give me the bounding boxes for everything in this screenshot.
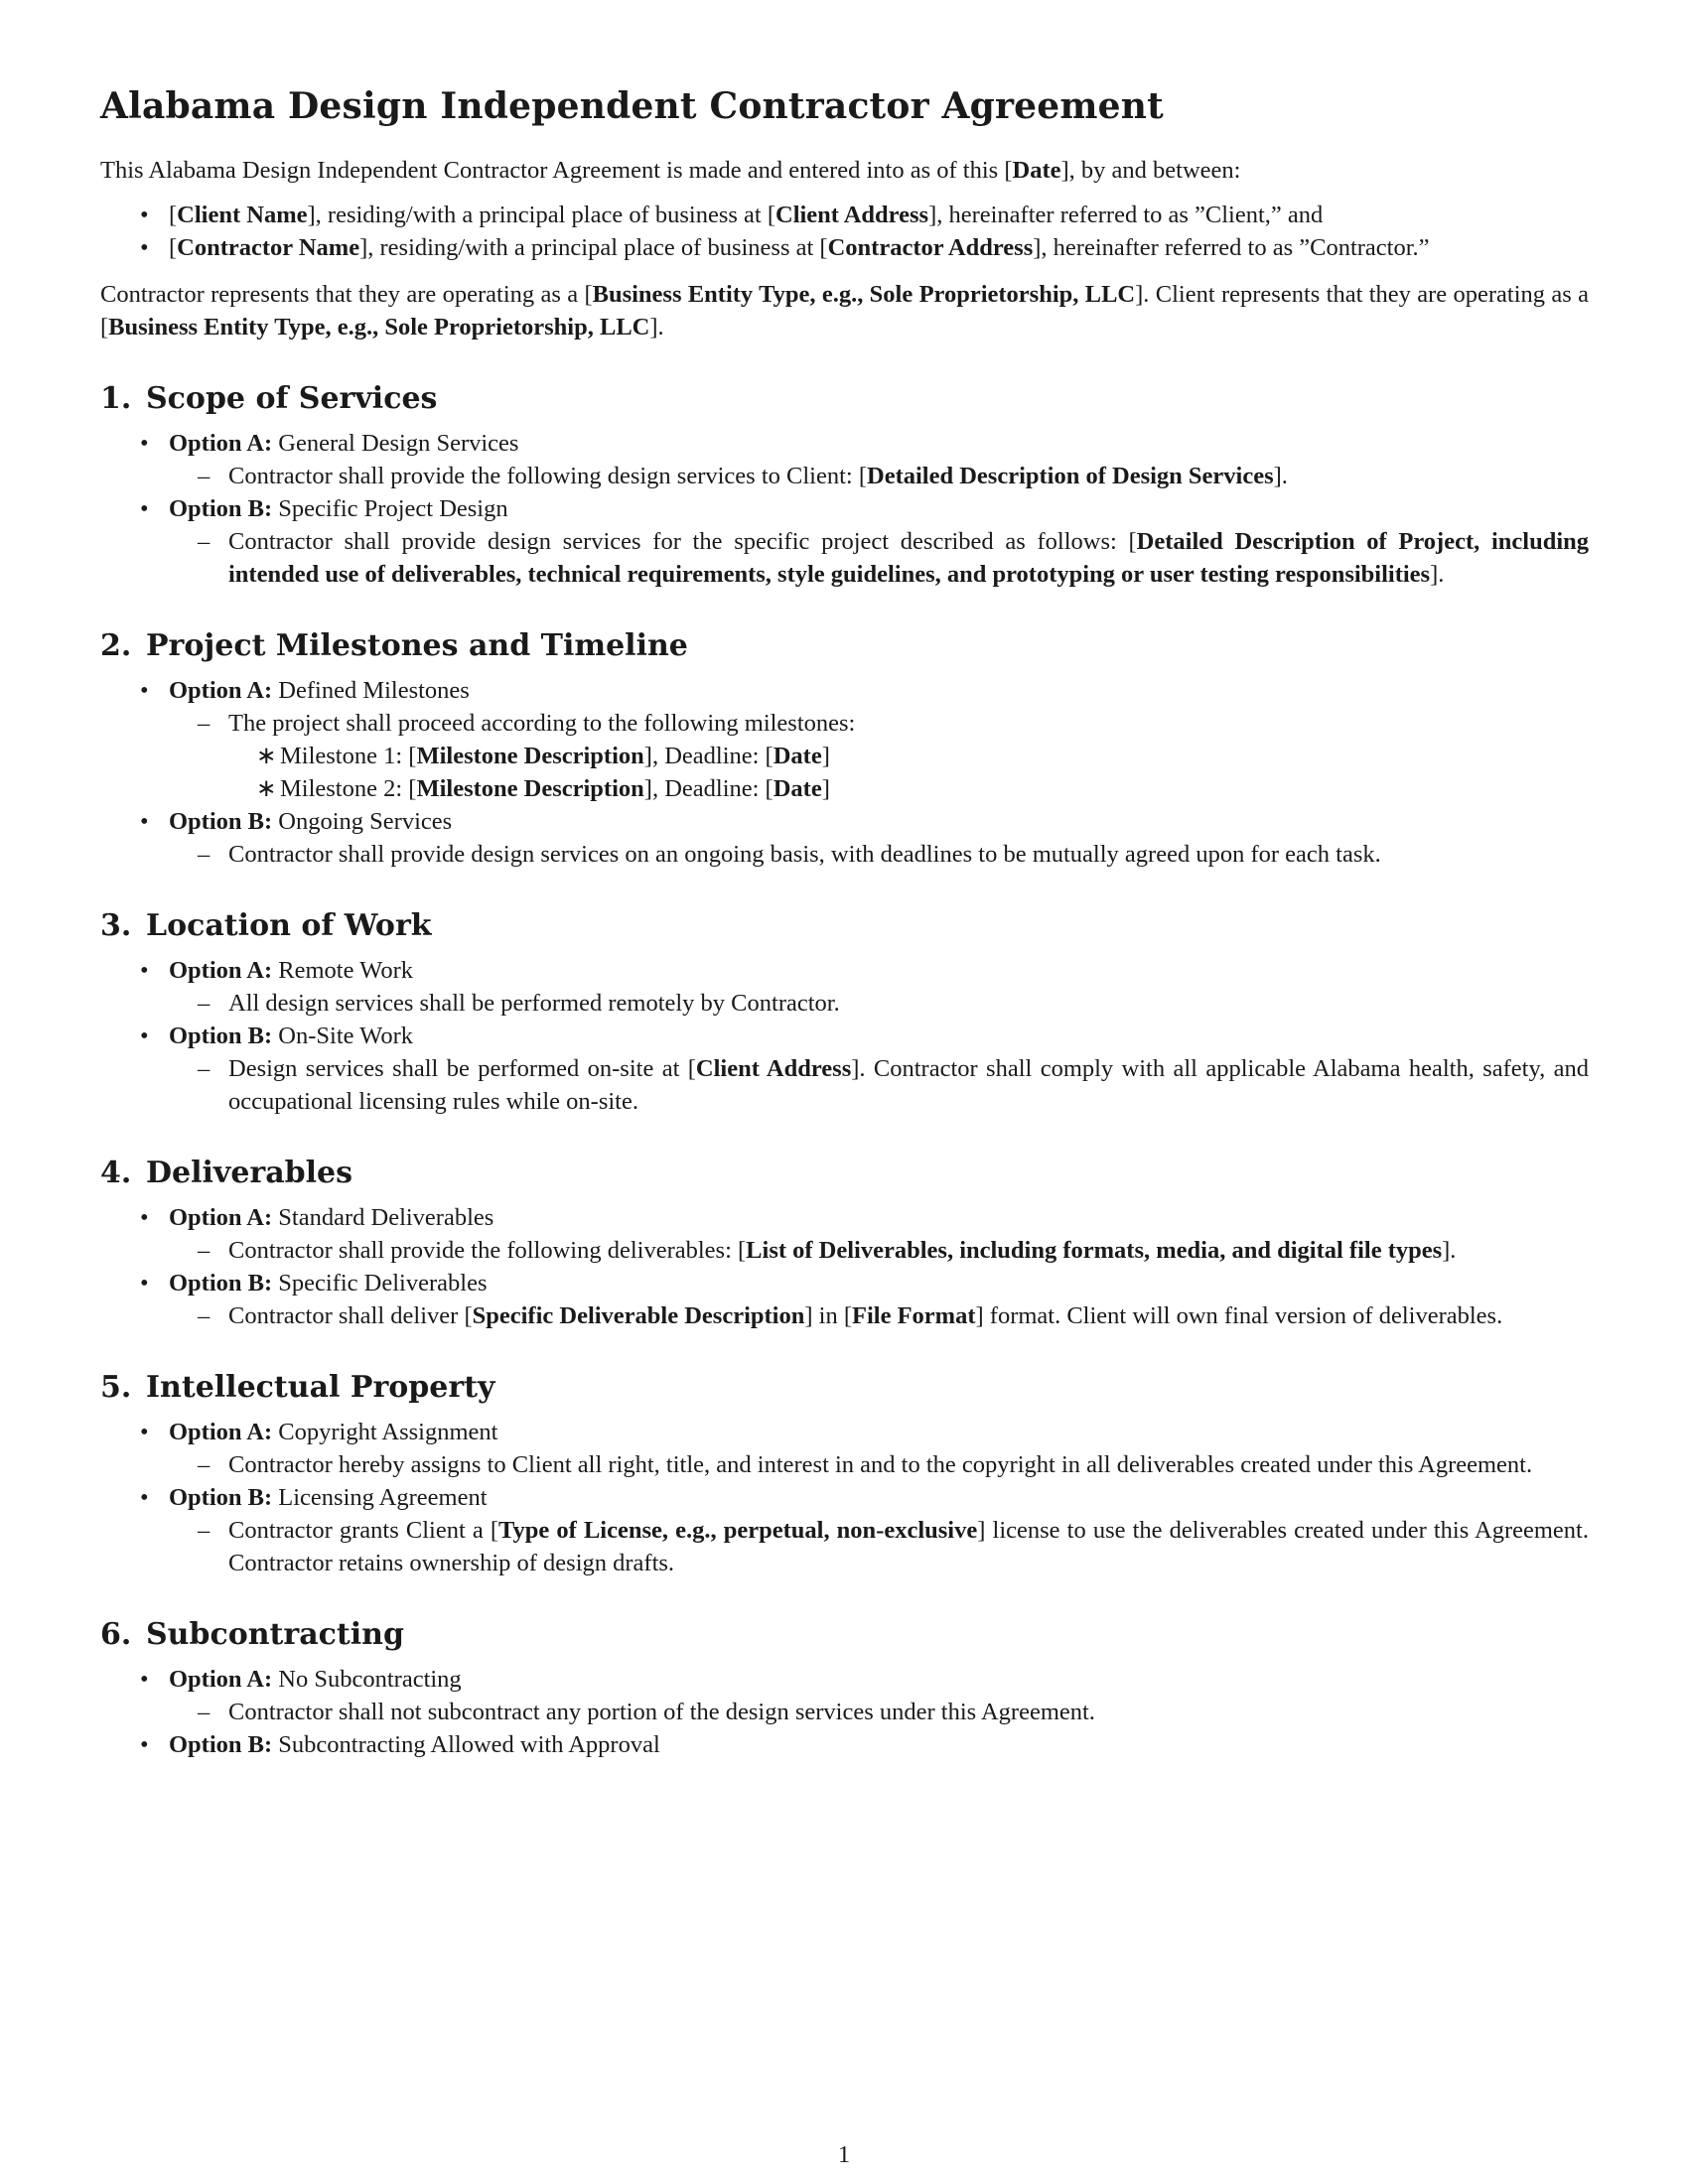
option-detail bbox=[169, 1299, 1589, 1332]
contractor-address-placeholder: Contractor Address bbox=[827, 234, 1034, 262]
text: ]. Client represents that they are operating as a [ bbox=[100, 281, 1589, 341]
text: The project shall proceed according to the following milestones: bbox=[228, 710, 856, 738]
section-options bbox=[100, 1663, 1589, 1761]
option-label: Option B: bbox=[169, 1270, 273, 1297]
option-a bbox=[100, 674, 1589, 805]
option-label: Option B: bbox=[169, 1023, 273, 1050]
placeholder: Milestone Description bbox=[416, 743, 644, 770]
representations-paragraph bbox=[100, 278, 1589, 343]
contractor-entity-placeholder: Business Entity Type, e.g., Sole Proprietorship, LLC bbox=[592, 281, 1136, 309]
text: [ bbox=[169, 234, 178, 262]
option-b bbox=[100, 492, 1589, 591]
document-title: Alabama Design Independent Contractor Agreement bbox=[100, 85, 1164, 127]
text: ] in [ bbox=[804, 1302, 852, 1330]
section-options bbox=[100, 427, 1589, 591]
placeholder: Client Address bbox=[695, 1055, 852, 1083]
date-placeholder: Date bbox=[1012, 157, 1061, 185]
option-detail: – Contractor hereby assigns to Client all right, title, and interest in and to the copyright in all deliverables created under this Agreement. bbox=[169, 1448, 1589, 1481]
placeholder: Date bbox=[773, 775, 822, 803]
contractor-name-placeholder: Contractor Name bbox=[177, 234, 360, 262]
option-b bbox=[100, 1728, 1589, 1761]
parties-list bbox=[100, 199, 1589, 264]
text: Contractor represents that they are operating as a [ bbox=[100, 281, 593, 309]
section-options bbox=[100, 1416, 1589, 1579]
placeholder: Specific Deliverable Description bbox=[472, 1302, 805, 1330]
option-label: Option A: bbox=[169, 957, 273, 985]
text: ], Deadline: [ bbox=[643, 775, 774, 803]
text: ], hereinafter referred to as ”Client,” and bbox=[928, 202, 1324, 229]
option-name: Remote Work bbox=[278, 957, 413, 985]
text: ]. bbox=[1442, 1237, 1457, 1265]
option-label: Option A: bbox=[169, 430, 273, 458]
option-name: Standard Deliverables bbox=[278, 1204, 494, 1232]
section-number: 1. bbox=[100, 381, 132, 417]
section-heading-milestones bbox=[100, 628, 1589, 664]
option-name: Defined Milestones bbox=[278, 677, 470, 705]
option-label: Option B: bbox=[169, 1731, 273, 1759]
section-title: Project Milestones and Timeline bbox=[146, 628, 688, 664]
option-name: Ongoing Services bbox=[278, 808, 453, 836]
option-a bbox=[100, 427, 1589, 492]
intro-text-end: ], by and between: bbox=[1060, 157, 1241, 185]
option-name: General Design Services bbox=[278, 430, 519, 458]
section-heading-location bbox=[100, 908, 1589, 944]
placeholder: Milestone Description bbox=[416, 775, 644, 803]
text: ], residing/with a principal place of business at [ bbox=[307, 202, 775, 229]
option-a bbox=[100, 1416, 1589, 1481]
option-label: Option A: bbox=[169, 677, 273, 705]
option-detail bbox=[169, 707, 1589, 805]
option-name: Specific Project Design bbox=[278, 495, 508, 523]
option-name: On-Site Work bbox=[278, 1023, 414, 1050]
option-a bbox=[100, 1201, 1589, 1267]
option-name: Licensing Agreement bbox=[278, 1484, 488, 1512]
text: Contractor shall provide the following design services to Client: [ bbox=[228, 463, 867, 490]
page-number: 1 bbox=[837, 2141, 851, 2168]
option-detail: – Contractor shall not subcontract any portion of the design services under this Agreement. bbox=[169, 1696, 1589, 1728]
intro-text: This Alabama Design Independent Contractor Agreement is made and entered into as of this [ bbox=[100, 157, 1013, 185]
option-label: Option B: bbox=[169, 495, 273, 523]
section-heading-ip bbox=[100, 1370, 1589, 1406]
client-entity-placeholder: Business Entity Type, e.g., Sole Proprietorship, LLC bbox=[108, 314, 650, 341]
placeholder: File Format bbox=[852, 1302, 976, 1330]
section-options bbox=[100, 1201, 1589, 1332]
option-detail bbox=[169, 1052, 1589, 1118]
section-number: 5. bbox=[100, 1370, 132, 1406]
option-detail: – Contractor shall provide design services on an ongoing basis, with deadlines to be mutually agreed upon for each task. bbox=[169, 838, 1589, 871]
placeholder: Date bbox=[773, 743, 822, 770]
text: Contractor shall provide the following deliverables: [ bbox=[228, 1237, 747, 1265]
option-detail: – All design services shall be performed remotely by Contractor. bbox=[169, 987, 1589, 1020]
section-heading-deliverables bbox=[100, 1156, 1589, 1191]
text: ], hereinafter referred to as ”Contractor.” bbox=[1033, 234, 1430, 262]
option-label: Option A: bbox=[169, 1666, 273, 1694]
milestone-item bbox=[228, 740, 1589, 772]
client-name-placeholder: Client Name bbox=[177, 202, 308, 229]
section-number: 3. bbox=[100, 908, 132, 944]
option-detail bbox=[169, 1234, 1589, 1267]
text: Milestone 1: [ bbox=[280, 743, 417, 770]
option-name: Copyright Assignment bbox=[278, 1419, 498, 1446]
option-name: No Subcontracting bbox=[278, 1666, 462, 1694]
option-detail bbox=[169, 1514, 1589, 1579]
intro-paragraph bbox=[100, 154, 1589, 187]
text: ] bbox=[821, 743, 830, 770]
client-address-placeholder: Client Address bbox=[775, 202, 929, 229]
section-title: Subcontracting bbox=[146, 1617, 404, 1653]
party-client bbox=[100, 199, 1589, 231]
option-label: Option A: bbox=[169, 1419, 273, 1446]
text: [ bbox=[169, 202, 178, 229]
section-title: Location of Work bbox=[146, 908, 432, 944]
placeholder: Type of License, e.g., perpetual, non-exclusive bbox=[498, 1517, 978, 1545]
text: ]. bbox=[1430, 561, 1445, 589]
text: ] license to use the deliverables created under this Agreement. Contractor retains ownership of design drafts. bbox=[228, 1517, 1589, 1577]
text: ] bbox=[821, 775, 830, 803]
milestone-item bbox=[228, 772, 1589, 805]
option-a bbox=[100, 954, 1589, 1020]
text: Contractor shall deliver [ bbox=[228, 1302, 473, 1330]
text: ], Deadline: [ bbox=[643, 743, 774, 770]
text: ]. Contractor shall comply with all applicable Alabama health, safety, and occupational licensing rules while on-site. bbox=[228, 1055, 1590, 1116]
section-heading-subcontracting bbox=[100, 1617, 1589, 1653]
option-label: Option A: bbox=[169, 1204, 273, 1232]
option-b bbox=[100, 1267, 1589, 1332]
text: Contractor grants Client a [ bbox=[228, 1517, 499, 1545]
text: Milestone 2: [ bbox=[280, 775, 417, 803]
party-contractor bbox=[100, 231, 1589, 264]
section-title: Scope of Services bbox=[146, 381, 438, 417]
option-label: Option B: bbox=[169, 808, 273, 836]
placeholder: Detailed Description of Design Services bbox=[867, 463, 1274, 490]
section-options bbox=[100, 954, 1589, 1118]
section-number: 4. bbox=[100, 1156, 132, 1191]
section-number: 6. bbox=[100, 1617, 132, 1653]
option-detail bbox=[169, 525, 1589, 591]
placeholder: List of Deliverables, including formats, media, and digital file types bbox=[746, 1237, 1443, 1265]
text: ], residing/with a principal place of business at [ bbox=[359, 234, 828, 262]
section-heading-scope bbox=[100, 381, 1589, 417]
option-name: Specific Deliverables bbox=[278, 1270, 488, 1297]
option-b bbox=[100, 805, 1589, 871]
option-label: Option B: bbox=[169, 1484, 273, 1512]
text: Design services shall be performed on-site at [ bbox=[228, 1055, 696, 1083]
option-b bbox=[100, 1020, 1589, 1118]
section-title: Deliverables bbox=[146, 1156, 353, 1191]
text: ]. bbox=[1273, 463, 1288, 490]
document-page bbox=[100, 85, 1589, 1761]
option-name: Subcontracting Allowed with Approval bbox=[278, 1731, 660, 1759]
placeholder: Detailed Description of Project, including intended use of deliverables, technical requirements, style guidelines, and prototyping or user testing responsibilities bbox=[228, 528, 1590, 589]
section-options bbox=[100, 674, 1589, 871]
text: Contractor shall provide design services for the specific project described as follows: [ bbox=[228, 528, 1137, 556]
section-title: Intellectual Property bbox=[146, 1370, 495, 1406]
option-detail bbox=[169, 460, 1589, 492]
text: ] format. Client will own final version of deliverables. bbox=[975, 1302, 1503, 1330]
option-a bbox=[100, 1663, 1589, 1728]
option-b bbox=[100, 1481, 1589, 1579]
text: ]. bbox=[649, 314, 664, 341]
section-number: 2. bbox=[100, 628, 132, 664]
